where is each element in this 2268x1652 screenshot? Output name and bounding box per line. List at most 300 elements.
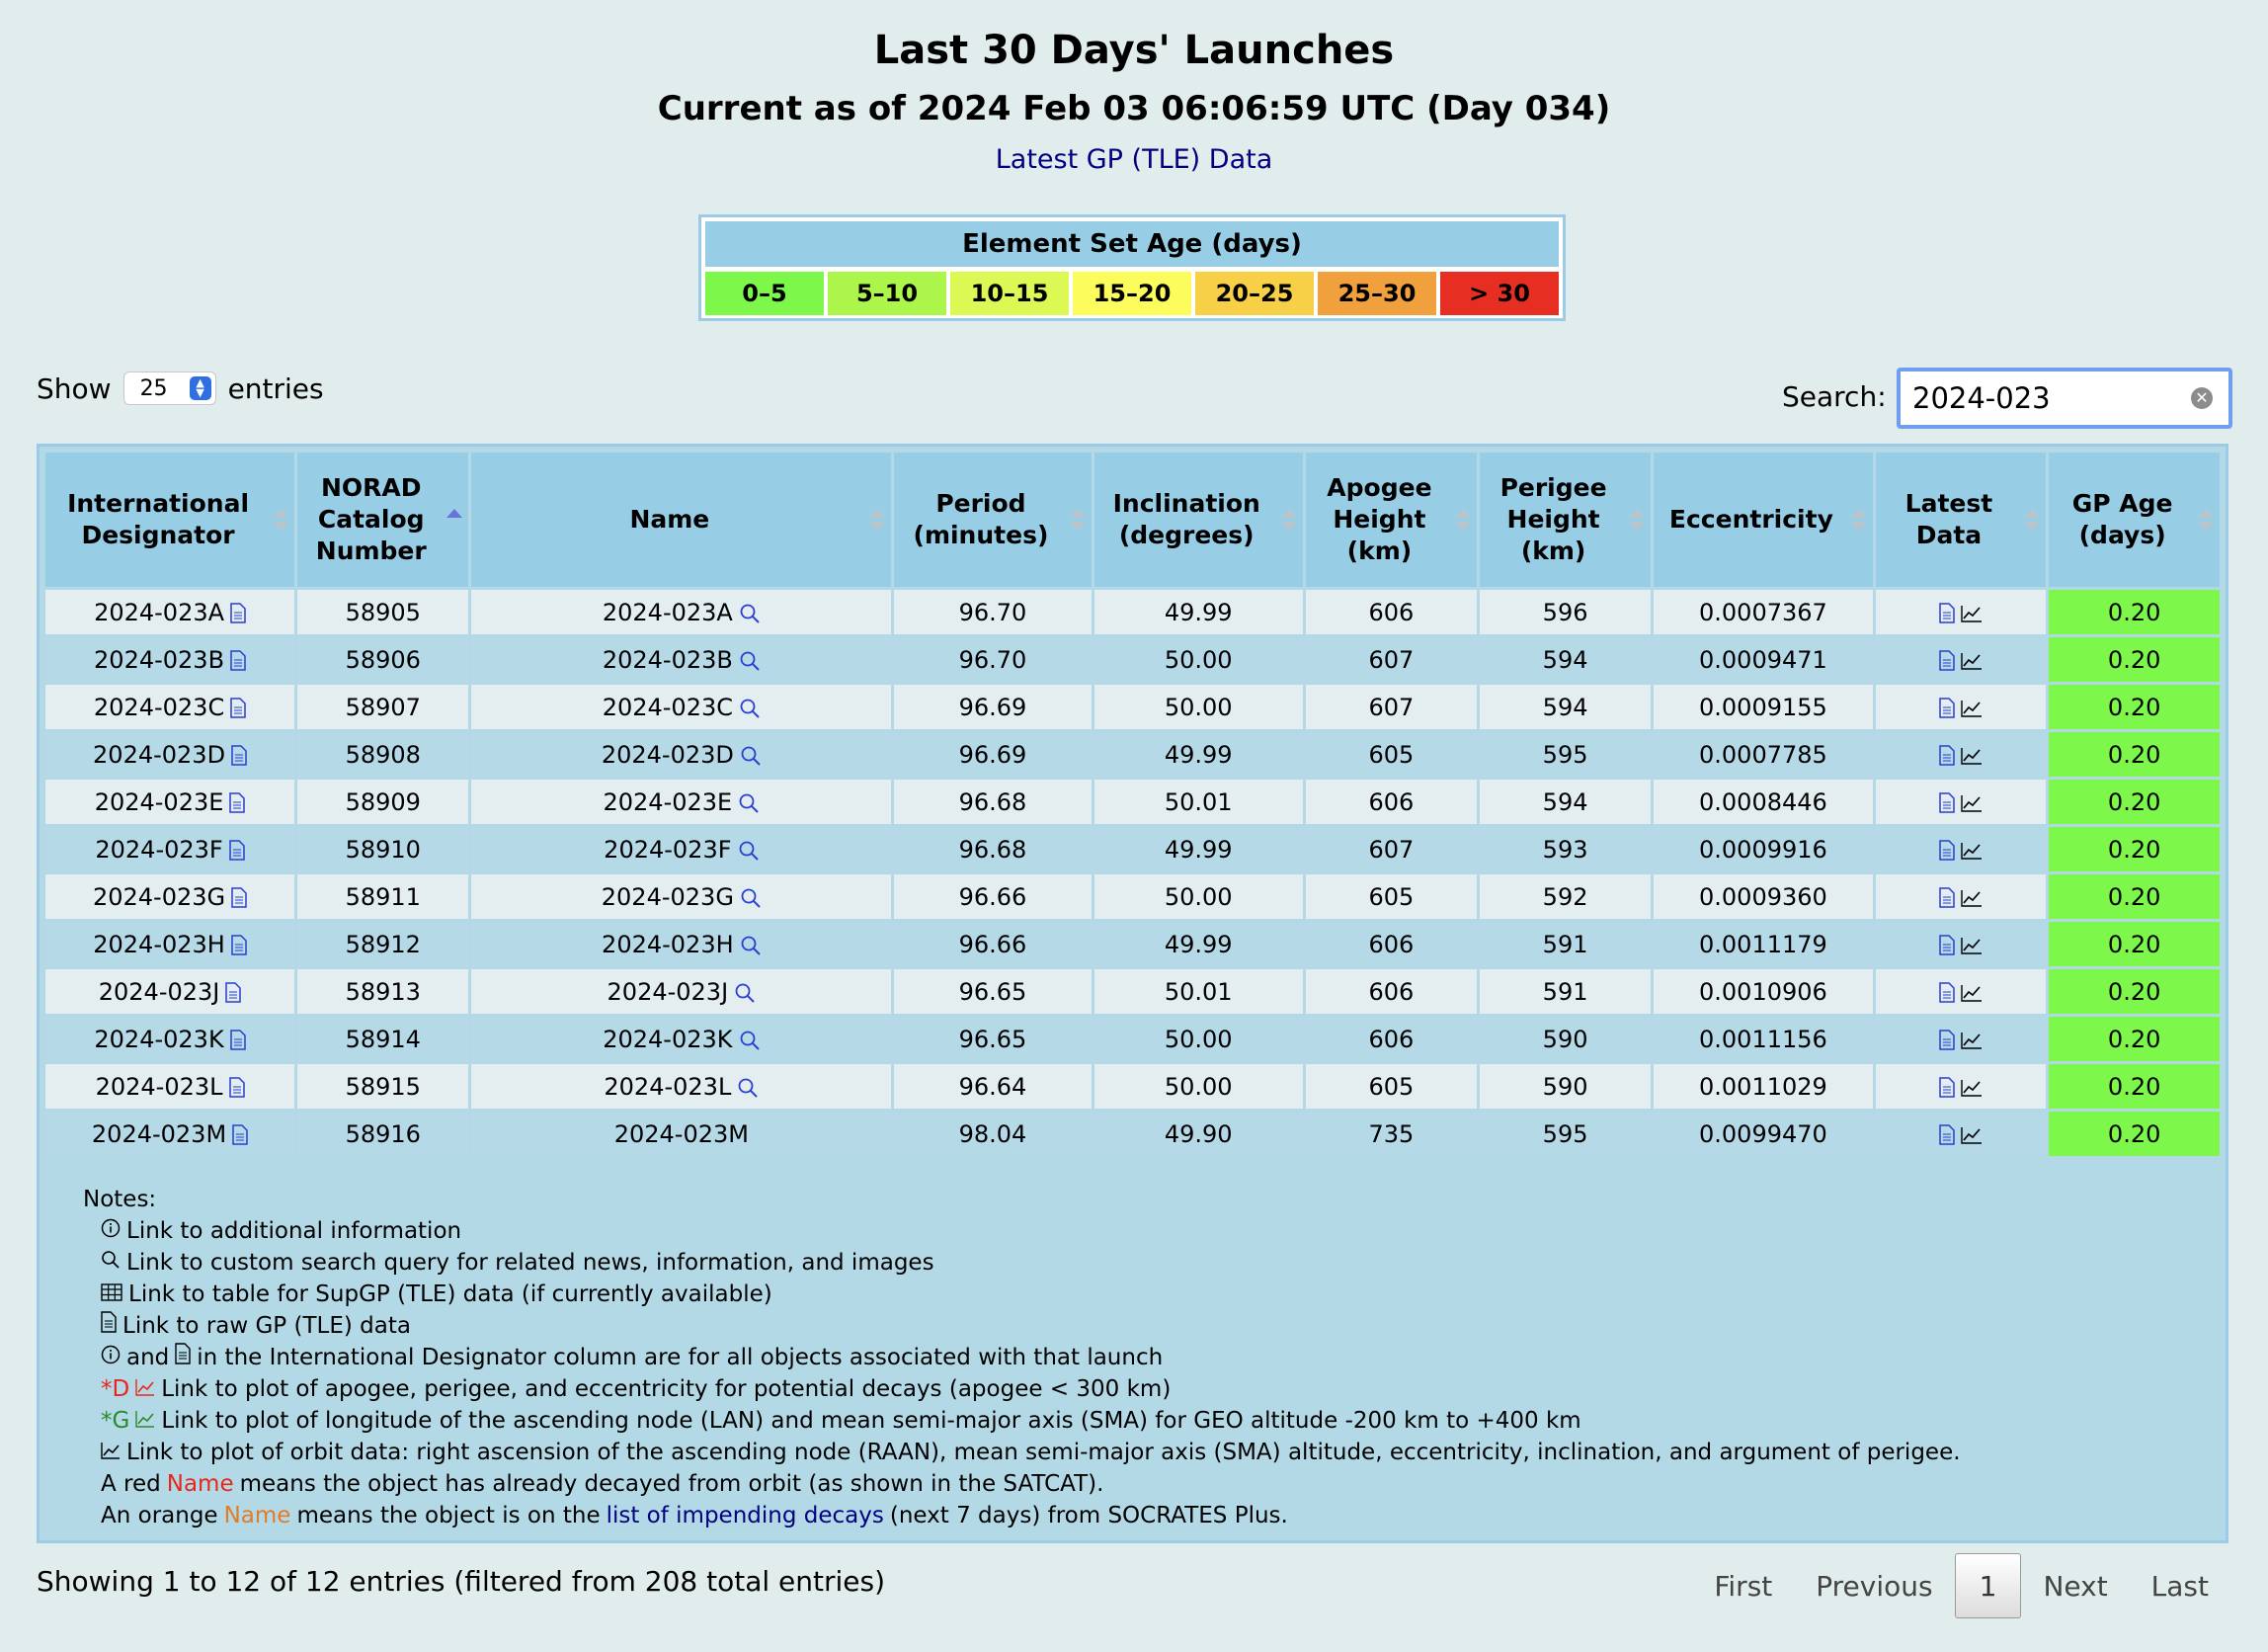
sort-arrows-icon: [1281, 509, 1297, 531]
norad-text: 58913: [345, 977, 421, 1006]
notes-heading: Notes:: [83, 1187, 157, 1212]
cell-period: [894, 780, 1091, 824]
cell-apogee: [1306, 590, 1477, 634]
sort-arrows-icon: [273, 509, 288, 531]
show-label: Show: [37, 372, 112, 405]
geo-prefix: *G: [101, 1408, 130, 1434]
decay-prefix: *D: [101, 1376, 130, 1402]
note-red-word: Name: [166, 1471, 234, 1497]
note-supgp: [83, 1279, 1961, 1310]
object-name: 2024-023E: [603, 787, 733, 816]
cell-intl-designator: [45, 685, 294, 729]
norad-text: 58907: [345, 693, 421, 721]
document-icon[interactable]: [1939, 603, 1955, 623]
cell-incl: [1094, 1112, 1303, 1156]
cell-gp-age: [2049, 780, 2220, 824]
cell-intl-designator: [45, 1112, 294, 1156]
info-icon: [101, 1215, 121, 1247]
period-text: 96.68: [958, 835, 1027, 864]
document-icon[interactable]: [230, 603, 246, 623]
cell-intl-designator: [45, 637, 294, 682]
object-name: 2024-023D: [601, 740, 734, 769]
document-icon: [101, 1310, 117, 1342]
chart-icon[interactable]: [1961, 747, 1983, 765]
chart-icon[interactable]: [1961, 937, 1983, 954]
ecc-text: 0.0011156: [1699, 1025, 1827, 1053]
chart-icon[interactable]: [1961, 794, 1983, 812]
search-field[interactable]: [1897, 368, 2232, 429]
perigee-text: 591: [1542, 930, 1588, 958]
cell-latest-data: [1876, 1017, 2047, 1061]
perigee-text: 590: [1542, 1072, 1588, 1101]
cell-name: [471, 1064, 891, 1109]
cell-name: [471, 1112, 891, 1156]
cell-norad: [297, 780, 468, 824]
ecc-text: 0.0007785: [1699, 740, 1827, 769]
table-row: [45, 1064, 2220, 1109]
incl-text: 50.00: [1164, 693, 1233, 721]
column-header-latest-data[interactable]: [1876, 453, 2047, 587]
document-icon[interactable]: [232, 1124, 248, 1145]
column-header-label: Eccentricity: [1668, 505, 1833, 534]
cell-perigee: [1480, 874, 1651, 919]
legend-cell: 20–25: [1195, 272, 1314, 315]
cell-incl: [1094, 732, 1303, 777]
table-header-row: [45, 453, 2220, 587]
cell-intl-designator: [45, 874, 294, 919]
table-row: [45, 922, 2220, 966]
select-arrows-icon: ▲ ▼: [190, 376, 211, 400]
search-icon[interactable]: [740, 745, 762, 767]
gp-data-link-container: [0, 144, 2268, 175]
cell-norad: [297, 637, 468, 682]
cell-norad: [297, 827, 468, 871]
note-geo: [83, 1405, 1961, 1437]
ecc-text: 0.0009155: [1699, 693, 1827, 721]
cell-norad: [297, 922, 468, 966]
cell-gp-age: [2049, 922, 2220, 966]
cell-latest-data: [1876, 969, 2047, 1014]
cell-incl: [1094, 969, 1303, 1014]
search-icon[interactable]: [734, 982, 756, 1004]
cell-intl-designator: [45, 590, 294, 634]
cell-period: [894, 732, 1091, 777]
intl-designator-text: 2024-023M: [91, 1119, 227, 1148]
first-page-button[interactable]: First: [1714, 1569, 1773, 1603]
incl-text: 50.00: [1164, 882, 1233, 911]
intl-designator-text: 2024-023H: [93, 930, 225, 958]
legend-cell: 0–5: [705, 272, 824, 315]
document-icon[interactable]: [230, 1030, 246, 1050]
incl-text: 50.00: [1164, 1072, 1233, 1101]
incl-text: 49.90: [1164, 1119, 1233, 1148]
incl-text: 49.99: [1164, 598, 1233, 626]
decay-chart-icon: [135, 1373, 155, 1405]
cell-apogee: [1306, 1112, 1477, 1156]
cell-period: [894, 827, 1091, 871]
search-icon[interactable]: [740, 887, 762, 909]
table-row: [45, 827, 2220, 871]
cell-ecc: [1654, 827, 1872, 871]
document-icon[interactable]: [229, 840, 245, 861]
sort-arrows-icon: [1851, 509, 1867, 531]
table-body: [45, 590, 2220, 1156]
note-orbit: [83, 1437, 1961, 1468]
magnifier-icon: [101, 1247, 121, 1279]
gp-age-text: 0.20: [2107, 930, 2161, 958]
object-name: 2024-023M: [613, 1119, 749, 1148]
period-text: 96.70: [958, 598, 1027, 626]
cell-name: [471, 590, 891, 634]
document-icon[interactable]: [1939, 840, 1955, 861]
intl-designator-text: 2024-023D: [93, 740, 226, 769]
apogee-text: 606: [1368, 977, 1415, 1006]
cell-period: [894, 1064, 1091, 1109]
object-name: 2024-023J: [607, 977, 729, 1006]
cell-incl: [1094, 780, 1303, 824]
cell-name: [471, 780, 891, 824]
period-text: 96.66: [958, 930, 1027, 958]
clear-search-icon[interactable]: ✕: [2191, 387, 2213, 409]
chart-icon[interactable]: [1961, 889, 1983, 907]
gp-age-text: 0.20: [2107, 787, 2161, 816]
cell-name: [471, 827, 891, 871]
column-header-label: Name: [629, 505, 710, 534]
incl-text: 49.99: [1164, 740, 1233, 769]
document-icon[interactable]: [230, 698, 246, 718]
legend-cell: 15–20: [1073, 272, 1191, 315]
column-header-apogee[interactable]: [1306, 453, 1477, 587]
intl-designator-text: 2024-023G: [92, 882, 226, 911]
cell-perigee: [1480, 1017, 1651, 1061]
document-icon[interactable]: [1939, 1030, 1955, 1050]
search-icon[interactable]: [739, 698, 761, 719]
perigee-text: 595: [1542, 1119, 1588, 1148]
object-name: 2024-023H: [602, 930, 734, 958]
ecc-text: 0.0009916: [1699, 835, 1827, 864]
table-row: [45, 732, 2220, 777]
next-page-button[interactable]: Next: [2043, 1569, 2108, 1603]
cell-norad: [297, 1017, 468, 1061]
note-info: [83, 1215, 1961, 1247]
perigee-text: 591: [1542, 977, 1588, 1006]
gp-age-text: 0.20: [2107, 835, 2161, 864]
cell-perigee: [1480, 780, 1651, 824]
column-header-intl-designator[interactable]: [45, 453, 294, 587]
geo-chart-icon: [135, 1405, 155, 1437]
cell-name: [471, 969, 891, 1014]
cell-latest-data: [1876, 1112, 2047, 1156]
table-row: [45, 1112, 2220, 1156]
document-icon[interactable]: [229, 1077, 245, 1098]
document-icon[interactable]: [1939, 1124, 1955, 1145]
object-name: 2024-023L: [604, 1072, 732, 1101]
note-supgp-text: Link to table for SupGP (TLE) data (if currently available): [128, 1281, 772, 1307]
cell-perigee: [1480, 1064, 1651, 1109]
norad-text: 58910: [345, 835, 421, 864]
cell-intl-designator: [45, 827, 294, 871]
chart-icon[interactable]: [1961, 652, 1983, 670]
note-intl-text: in the International Designator column are for all objects associated with that launch: [197, 1345, 1164, 1370]
ecc-text: 0.0010906: [1699, 977, 1827, 1006]
norad-text: 58915: [345, 1072, 421, 1101]
document-icon[interactable]: [1939, 745, 1955, 766]
cell-latest-data: [1876, 827, 2047, 871]
sort-arrows-icon: [1455, 509, 1471, 531]
column-header-eccentricity[interactable]: [1654, 453, 1872, 587]
cell-ecc: [1654, 685, 1872, 729]
cell-perigee: [1480, 685, 1651, 729]
cell-intl-designator: [45, 922, 294, 966]
column-header-gp-age[interactable]: [2049, 453, 2220, 587]
cell-incl: [1094, 1064, 1303, 1109]
intl-designator-text: 2024-023C: [93, 693, 225, 721]
cell-name: [471, 1017, 891, 1061]
apogee-text: 605: [1368, 740, 1415, 769]
cell-incl: [1094, 922, 1303, 966]
document-icon[interactable]: [1939, 792, 1955, 813]
intl-designator-text: 2024-023A: [94, 598, 225, 626]
object-name: 2024-023G: [601, 882, 734, 911]
cell-period: [894, 969, 1091, 1014]
cell-ecc: [1654, 780, 1872, 824]
cell-ecc: [1654, 969, 1872, 1014]
document-icon[interactable]: [1939, 698, 1955, 718]
apogee-text: 607: [1368, 693, 1415, 721]
gp-data-link[interactable]: Latest GP (TLE) Data: [995, 144, 1273, 175]
legend-cell: > 30: [1440, 272, 1559, 315]
cell-norad: [297, 685, 468, 729]
note-search-text: Link to custom search query for related news, information, and images: [126, 1250, 934, 1276]
gp-age-text: 0.20: [2107, 882, 2161, 911]
period-text: 98.04: [958, 1119, 1027, 1148]
sort-arrows-icon: [446, 509, 462, 531]
ecc-text: 0.0011179: [1699, 930, 1827, 958]
search-icon[interactable]: [739, 603, 761, 624]
perigee-text: 594: [1542, 787, 1588, 816]
cell-apogee: [1306, 922, 1477, 966]
cell-period: [894, 685, 1091, 729]
apogee-text: 606: [1368, 598, 1415, 626]
cell-apogee: [1306, 1017, 1477, 1061]
intl-designator-text: 2024-023K: [94, 1025, 224, 1053]
cell-period: [894, 590, 1091, 634]
note-raw: [83, 1310, 1961, 1342]
cell-gp-age: [2049, 1017, 2220, 1061]
cell-period: [894, 1017, 1091, 1061]
document-icon[interactable]: [1939, 887, 1955, 908]
cell-ecc: [1654, 732, 1872, 777]
incl-text: 49.99: [1164, 835, 1233, 864]
impending-decays-link[interactable]: list of impending decays: [606, 1503, 884, 1528]
perigee-text: 592: [1542, 882, 1588, 911]
gp-age-text: 0.20: [2107, 740, 2161, 769]
cell-period: [894, 874, 1091, 919]
cell-intl-designator: [45, 1064, 294, 1109]
cell-gp-age: [2049, 874, 2220, 919]
table-info: Showing 1 to 12 of 12 entries (filtered from 208 total entries): [37, 1565, 886, 1598]
incl-text: 50.00: [1164, 1025, 1233, 1053]
note-red-post: means the object has already decayed from orbit (as shown in the SATCAT).: [239, 1471, 1104, 1497]
entries-select-value: 25: [139, 375, 168, 401]
note-raw-text: Link to raw GP (TLE) data: [122, 1313, 411, 1339]
entries-select[interactable]: [123, 372, 216, 405]
period-text: 96.69: [958, 740, 1027, 769]
note-orange-word: Name: [223, 1503, 291, 1528]
perigee-text: 596: [1542, 598, 1588, 626]
cell-ecc: [1654, 874, 1872, 919]
incl-text: 50.00: [1164, 645, 1233, 674]
launches-table-container: [37, 444, 2228, 1543]
sort-arrows-icon: [2198, 509, 2214, 531]
intl-designator-text: 2024-023E: [94, 787, 224, 816]
object-name: 2024-023B: [602, 645, 733, 674]
norad-text: 58916: [345, 1119, 421, 1148]
cell-perigee: [1480, 969, 1651, 1014]
page-subtitle: Current as of 2024 Feb 03 06:06:59 UTC (Day 034): [657, 89, 1611, 128]
apogee-text: 606: [1368, 1025, 1415, 1053]
cell-apogee: [1306, 874, 1477, 919]
note-orange-pre: An orange: [101, 1503, 218, 1528]
previous-page-button[interactable]: Previous: [1816, 1569, 1933, 1603]
cell-gp-age: [2049, 685, 2220, 729]
norad-text: 58908: [345, 740, 421, 769]
entries-label: entries: [227, 372, 324, 405]
table-row: [45, 874, 2220, 919]
page-1-button[interactable]: 1: [1955, 1553, 2022, 1618]
cell-name: [471, 685, 891, 729]
table-row: [45, 637, 2220, 682]
ecc-text: 0.0009360: [1699, 882, 1827, 911]
search-icon[interactable]: [737, 1077, 759, 1099]
cell-norad: [297, 1112, 468, 1156]
gp-age-text: 0.20: [2107, 645, 2161, 674]
legend-cell: 10–15: [950, 272, 1069, 315]
document-icon[interactable]: [1939, 935, 1955, 955]
cell-latest-data: [1876, 874, 2047, 919]
perigee-text: 594: [1542, 693, 1588, 721]
search-icon[interactable]: [738, 840, 760, 862]
document-icon[interactable]: [231, 935, 247, 955]
cell-norad: [297, 732, 468, 777]
chart-icon[interactable]: [1961, 1032, 1983, 1049]
norad-text: 58911: [345, 882, 421, 911]
intl-designator-text: 2024-023F: [95, 835, 223, 864]
perigee-text: 594: [1542, 645, 1588, 674]
incl-text: 49.99: [1164, 930, 1233, 958]
column-header-label: Apogee Height (km): [1327, 473, 1432, 565]
document-icon[interactable]: [1939, 982, 1955, 1003]
column-header-inclination[interactable]: [1094, 453, 1303, 587]
incl-text: 50.01: [1164, 787, 1233, 816]
entries-length-control: [37, 372, 324, 405]
norad-text: 58912: [345, 930, 421, 958]
apogee-text: 605: [1368, 882, 1415, 911]
chart-icon[interactable]: [1961, 842, 1983, 860]
search-input[interactable]: [1910, 380, 2191, 416]
chart-icon[interactable]: [1961, 1079, 1983, 1097]
search-icon[interactable]: [739, 650, 761, 672]
document-icon[interactable]: [1939, 650, 1955, 671]
period-text: 96.70: [958, 645, 1027, 674]
document-icon[interactable]: [1939, 1077, 1955, 1098]
cell-perigee: [1480, 590, 1651, 634]
cell-period: [894, 637, 1091, 682]
document-icon[interactable]: [225, 982, 241, 1003]
cell-incl: [1094, 685, 1303, 729]
chart-icon[interactable]: [1961, 1126, 1983, 1144]
cell-norad: [297, 590, 468, 634]
column-header-name[interactable]: [471, 453, 891, 587]
cell-intl-designator: [45, 969, 294, 1014]
chart-icon[interactable]: [1961, 700, 1983, 717]
table-icon: [101, 1279, 122, 1310]
cell-intl-designator: [45, 732, 294, 777]
cell-perigee: [1480, 637, 1651, 682]
object-name: 2024-023A: [602, 598, 733, 626]
cell-latest-data: [1876, 780, 2047, 824]
column-header-label: International Designator: [67, 489, 250, 549]
cell-norad: [297, 874, 468, 919]
period-text: 96.68: [958, 787, 1027, 816]
sort-arrows-icon: [869, 509, 885, 531]
table-row: [45, 780, 2220, 824]
perigee-text: 590: [1542, 1025, 1588, 1053]
search-icon[interactable]: [739, 1030, 761, 1051]
notes-section: [83, 1184, 1961, 1531]
table-row: [45, 590, 2220, 634]
column-header-label: Period (minutes): [913, 489, 1049, 549]
cell-perigee: [1480, 922, 1651, 966]
period-text: 96.65: [958, 1025, 1027, 1053]
cell-latest-data: [1876, 1064, 2047, 1109]
sort-arrows-icon: [1629, 509, 1645, 531]
search-icon[interactable]: [738, 792, 760, 814]
gp-age-text: 0.20: [2107, 1119, 2161, 1148]
document-icon[interactable]: [231, 745, 247, 766]
column-header-period[interactable]: [894, 453, 1091, 587]
apogee-text: 607: [1368, 645, 1415, 674]
last-page-button[interactable]: Last: [2150, 1569, 2209, 1603]
apogee-text: 735: [1368, 1119, 1415, 1148]
cell-latest-data: [1876, 637, 2047, 682]
column-header-norad-number[interactable]: [297, 453, 468, 587]
cell-ecc: [1654, 1064, 1872, 1109]
column-header-label: GP Age (days): [2071, 489, 2173, 549]
note-red-name: [83, 1468, 1961, 1500]
intl-designator-text: 2024-023L: [95, 1072, 223, 1101]
cell-apogee: [1306, 637, 1477, 682]
cell-apogee: [1306, 969, 1477, 1014]
object-name: 2024-023F: [604, 835, 732, 864]
document-icon[interactable]: [229, 792, 245, 813]
intl-designator-text: 2024-023B: [94, 645, 225, 674]
chart-icon[interactable]: [1961, 984, 1983, 1002]
chart-icon[interactable]: [1961, 605, 1983, 622]
document-icon[interactable]: [230, 650, 246, 671]
document-icon[interactable]: [231, 887, 247, 908]
table-row: [45, 969, 2220, 1014]
cell-ecc: [1654, 637, 1872, 682]
cell-period: [894, 922, 1091, 966]
norad-text: 58905: [345, 598, 421, 626]
column-header-perigee[interactable]: [1480, 453, 1651, 587]
cell-ecc: [1654, 922, 1872, 966]
norad-text: 58914: [345, 1025, 421, 1053]
search-icon[interactable]: [740, 935, 762, 956]
apogee-text: 606: [1368, 930, 1415, 958]
period-text: 96.69: [958, 693, 1027, 721]
